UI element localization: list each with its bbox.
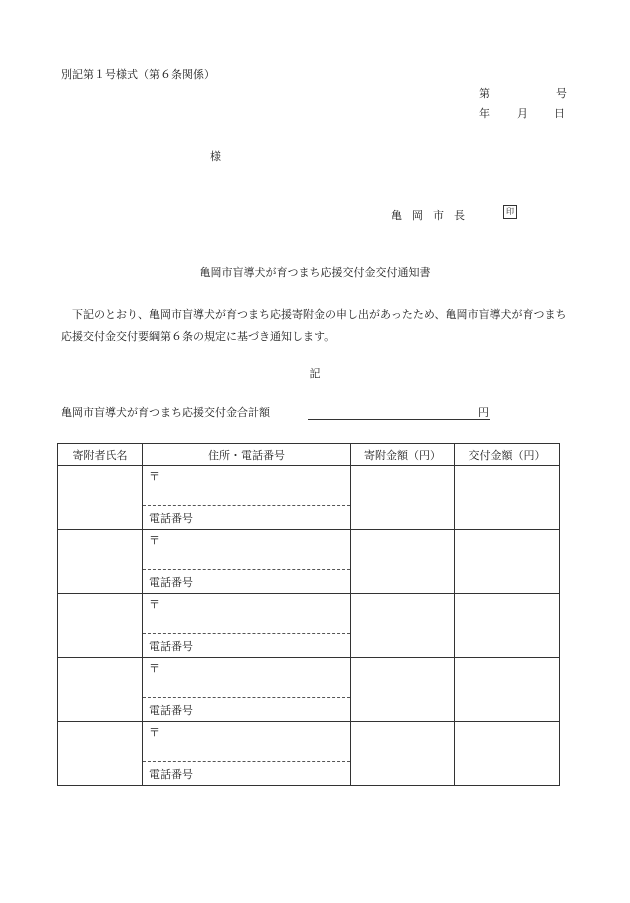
body-text: 下記のとおり、亀岡市盲導犬が育つまち応援寄附金の申し出があったため、亀岡市盲導犬が育つまち応援交付金交付要綱第６条の規定に基づき通知します。 (61, 308, 567, 343)
address-cell[interactable] (143, 594, 351, 658)
address-cell[interactable] (143, 466, 351, 530)
issuer-name: 亀岡市長 (391, 209, 475, 222)
date-month-label: 月 (517, 107, 528, 120)
phone-label: 電話番号 (149, 640, 193, 653)
address-field[interactable] (143, 466, 350, 506)
donation-amount-cell[interactable] (351, 594, 455, 658)
form-label: 別記第１号様式（第６条関係） (61, 68, 215, 81)
address-field[interactable] (143, 530, 350, 570)
grant-amount-cell[interactable] (455, 530, 560, 594)
grant-amount-cell[interactable] (455, 658, 560, 722)
header-address-phone: 住所・電話番号 (143, 444, 351, 466)
table-row (58, 594, 560, 658)
donor-name-cell[interactable] (58, 722, 143, 786)
table-header-row (58, 444, 560, 466)
recipient-honorific: 様 (210, 150, 221, 163)
donation-amount-cell[interactable] (351, 658, 455, 722)
body-paragraph (61, 304, 571, 348)
postal-mark: 〒 (149, 662, 160, 675)
phone-label: 電話番号 (149, 576, 193, 589)
postal-mark: 〒 (149, 470, 160, 483)
address-field[interactable] (143, 658, 350, 698)
phone-field[interactable] (143, 762, 350, 784)
grant-amount-cell[interactable] (455, 466, 560, 530)
ki-marker: 記 (309, 367, 321, 380)
donation-amount-cell[interactable] (351, 466, 455, 530)
phone-field[interactable] (143, 634, 350, 656)
donor-table (57, 443, 560, 786)
phone-field[interactable] (143, 698, 350, 720)
donor-name-cell[interactable] (58, 530, 143, 594)
phone-label: 電話番号 (149, 768, 193, 781)
donor-name-cell[interactable] (58, 658, 143, 722)
total-amount-field[interactable] (308, 419, 490, 420)
total-unit: 円 (478, 406, 489, 419)
phone-label: 電話番号 (149, 704, 193, 717)
total-label: 亀岡市盲導犬が育つまち応援交付金合計額 (61, 406, 270, 419)
donation-amount-cell[interactable] (351, 722, 455, 786)
postal-mark: 〒 (149, 598, 160, 611)
address-cell[interactable] (143, 722, 351, 786)
header-donation-amount: 寄附金額（円） (351, 444, 455, 466)
address-cell[interactable] (143, 658, 351, 722)
phone-field[interactable] (143, 570, 350, 592)
grant-amount-cell[interactable] (455, 594, 560, 658)
donor-name-cell[interactable] (58, 594, 143, 658)
donor-name-cell[interactable] (58, 466, 143, 530)
postal-mark: 〒 (149, 726, 160, 739)
number-prefix: 第 (479, 87, 490, 100)
header-grant-amount: 交付金額（円） (455, 444, 560, 466)
phone-field[interactable] (143, 506, 350, 528)
number-suffix: 号 (556, 87, 567, 100)
document-title: 亀岡市盲導犬が育つまち応援交付金交付通知書 (199, 266, 431, 279)
date-year-label: 年 (479, 107, 490, 120)
table-row (58, 722, 560, 786)
donation-amount-cell[interactable] (351, 530, 455, 594)
table-row (58, 658, 560, 722)
grant-amount-cell[interactable] (455, 722, 560, 786)
seal-stamp: 印 (503, 205, 517, 219)
table-row (58, 466, 560, 530)
phone-label: 電話番号 (149, 512, 193, 525)
date-day-label: 日 (554, 107, 565, 120)
address-cell[interactable] (143, 530, 351, 594)
postal-mark: 〒 (149, 534, 160, 547)
address-field[interactable] (143, 594, 350, 634)
header-donor-name: 寄附者氏名 (58, 444, 143, 466)
table-row (58, 530, 560, 594)
address-field[interactable] (143, 722, 350, 762)
